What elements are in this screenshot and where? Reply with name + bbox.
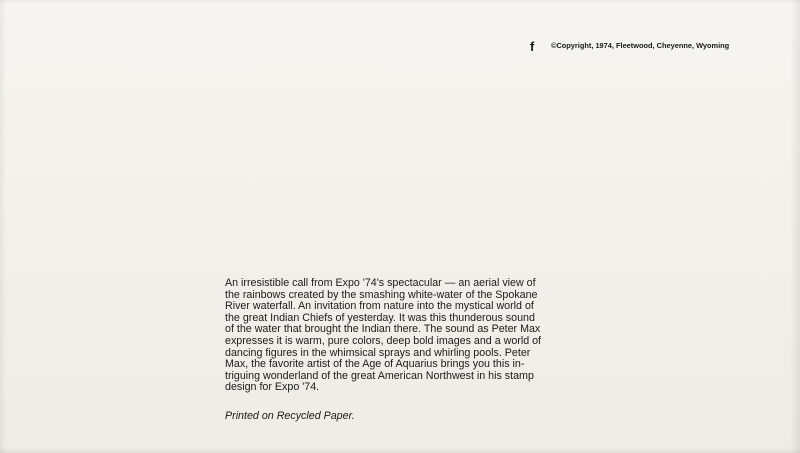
description-line: the great Indian Chiefs of yesterday. It was this thunderous sound	[225, 311, 535, 324]
paper-edge-left	[0, 0, 6, 453]
description-line: design for Expo '74.	[225, 381, 320, 394]
description-line: dancing figures in the whimsical sprays and whirling pools. Peter	[225, 346, 531, 359]
description-line: River waterfall. An invitation from nature into the mystical world of	[225, 300, 534, 313]
recycled-paper-note: Printed on Recycled Paper.	[225, 410, 355, 422]
description-line: of the water that brought the Indian there. The sound as Peter Max	[225, 323, 541, 336]
description-line: An irresistible call from Expo '74's spectacular — an aerial view of	[225, 277, 536, 289]
description-line: expresses it is warm, pure colors, deep bold images and a world of	[225, 334, 542, 347]
paper-edge-top	[0, 0, 800, 4]
description-line: triguing wonderland of the great American Northwest in his stamp	[225, 369, 534, 382]
description-line: Max, the favorite artist of the Age of Aquarius brings you this in-	[225, 358, 525, 371]
paper-edge-right	[790, 0, 800, 453]
copyright-notice: ©Copyright, 1974, Fleetwood, Cheyenne, Wyoming	[551, 41, 730, 50]
description-line: the rainbows created by the smashing white-water of the Spokane	[225, 288, 538, 301]
paper-edge-bottom	[0, 447, 800, 453]
fleetwood-logo-mark: f	[530, 39, 535, 54]
cachet-description	[225, 278, 615, 394]
